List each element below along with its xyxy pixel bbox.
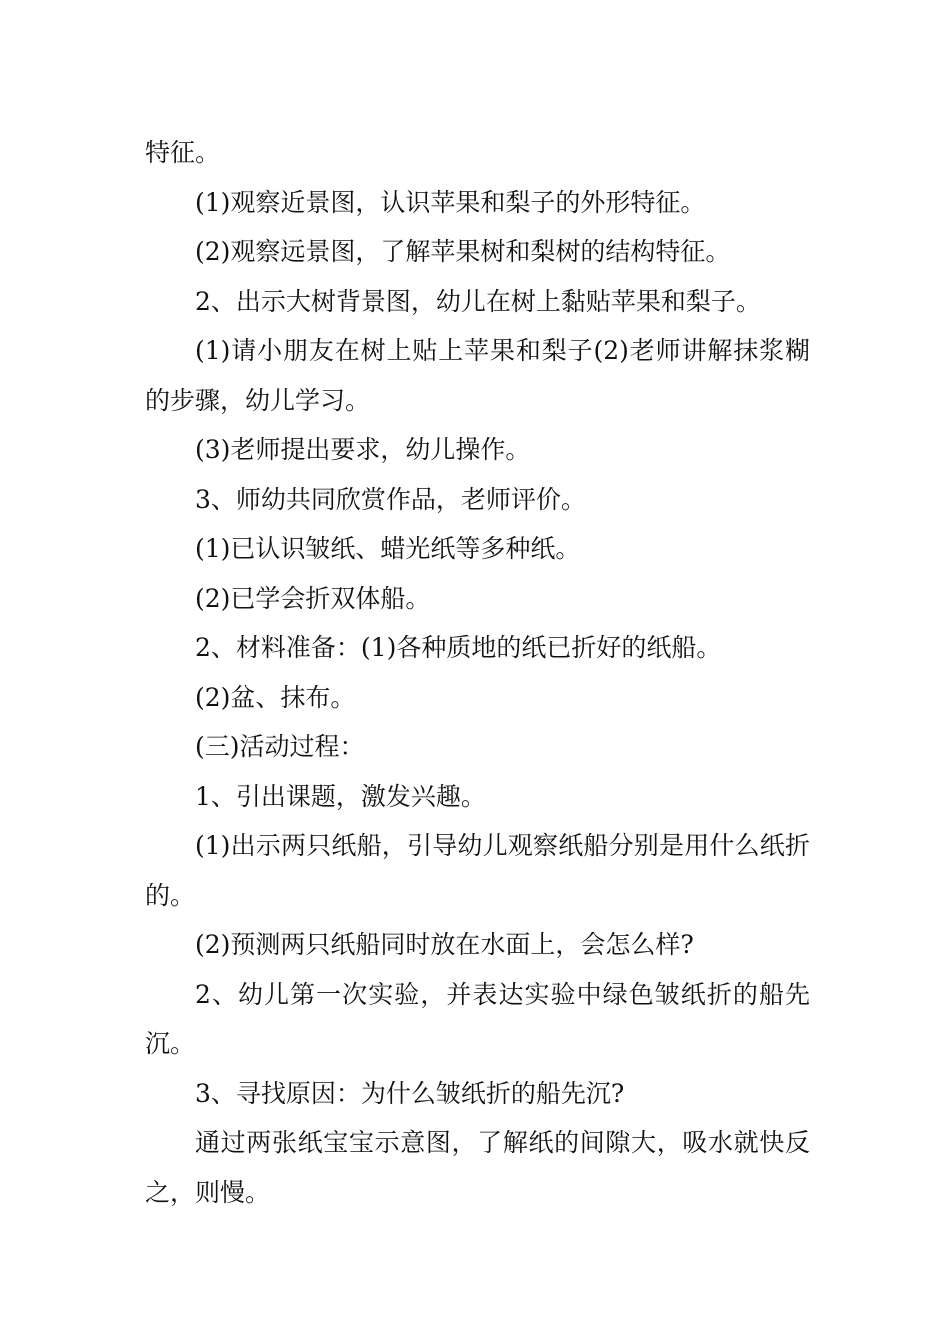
paragraph-fold-boat: (2)已学会折双体船。 <box>195 583 431 613</box>
paragraph-paste-fruit: (1)请小朋友在树上贴上苹果和梨子(2)老师讲解抹浆糊的步骤，幼儿学习。 <box>145 336 810 415</box>
document-body <box>145 128 810 1217</box>
paragraph-introduce-topic: 1、引出课题，激发兴趣。 <box>195 781 486 811</box>
paragraph-materials: 2、材料准备：(1)各种质地的纸已折好的纸船。 <box>195 633 722 662</box>
paragraph-basin-cloth: (2)盆、抹布。 <box>195 682 356 712</box>
paragraph-find-reason: 3、寻找原因：为什么皱纸折的船先沉? <box>195 1078 625 1108</box>
paragraph-activity-process-heading: (三)活动过程： <box>195 732 365 761</box>
paragraph-predict: (2)预测两只纸船同时放在水面上，会怎么样? <box>195 930 694 959</box>
paragraph-feature-end: 特征。 <box>145 138 221 167</box>
paragraph-diagram-explanation: 通过两张纸宝宝示意图，了解纸的间隙大，吸水就快反之，则慢。 <box>145 1128 810 1207</box>
paragraph-observe-distant: (2)观察远景图，了解苹果树和梨树的结构特征。 <box>195 237 731 266</box>
paragraph-know-papers: (1)已认识皱纸、蜡光纸等多种纸。 <box>195 534 581 563</box>
paragraph-show-tree-background: 2、出示大树背景图，幼儿在树上黏贴苹果和梨子。 <box>195 286 761 316</box>
paragraph-appreciate-works: 3、师幼共同欣赏作品，老师评价。 <box>195 484 586 514</box>
paragraph-first-experiment: 2、幼儿第一次实验，并表达实验中绿色皱纸折的船先沉。 <box>145 979 810 1058</box>
paragraph-observe-closeup: (1)观察近景图，认识苹果和梨子的外形特征。 <box>195 187 706 217</box>
paragraph-show-two-boats: (1)出示两只纸船，引导幼儿观察纸船分别是用什么纸折的。 <box>145 831 810 910</box>
paragraph-teacher-requirements: (3)老师提出要求，幼儿操作。 <box>195 435 531 464</box>
